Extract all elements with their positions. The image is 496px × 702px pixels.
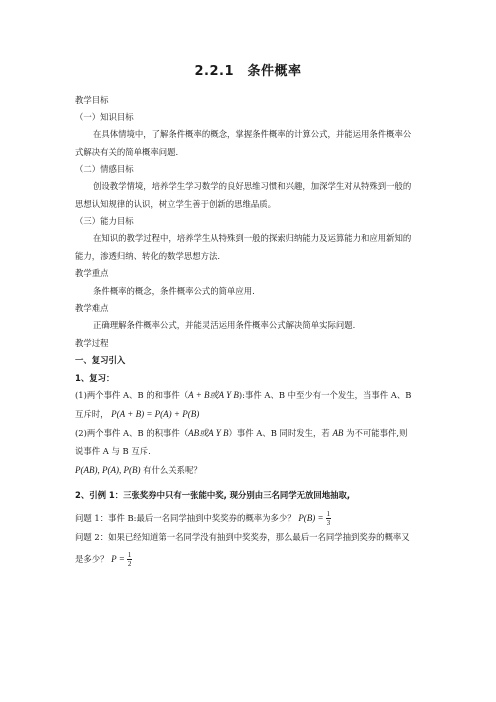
review-paragraph-2-cont: 说事件 A 与 B 互斥. xyxy=(75,446,151,456)
review-paragraph-1-cont xyxy=(75,409,199,420)
key-points-heading: 教学重点 xyxy=(75,268,109,278)
p3-text: 有什么关系呢？ xyxy=(143,465,202,475)
p1-text-c: 互斥时， xyxy=(75,409,109,419)
document-title: 2.2.1 条件概率 xyxy=(194,64,302,79)
key-points-text: 条件概率的概念，条件概率公式的简单应用. xyxy=(93,286,255,296)
goals-heading: 教学目标 xyxy=(75,95,109,105)
q2-denominator: 2 xyxy=(127,560,132,568)
process-heading: 教学过程 xyxy=(75,338,109,348)
q1-text: 问题 1：事件 B:最后一名同学抽到中奖奖券的概率为多少？ xyxy=(75,513,296,523)
p1-math-sum: A + B或A Y B xyxy=(188,390,239,400)
question-1 xyxy=(75,510,331,527)
review-paragraph-1 xyxy=(75,390,411,401)
example-heading: 2、引例 1：三张奖券中只有一张能中奖, 现分别由三名同学无放回地抽取, xyxy=(75,490,351,500)
goal1-text-line1: 在具体情境中，了解条件概率的概念，掌握条件概率的计算公式，并能运用条件概率公 xyxy=(93,129,412,139)
p2-text-a: (2)两个事件 A、B 的积事件（ xyxy=(75,428,189,438)
difficult-points-heading: 教学难点 xyxy=(75,303,109,313)
p1-text-a: (1)两个事件 A、B 的和事件（ xyxy=(75,390,189,400)
goal3-text-line2: 能力，渗透归纳、转化的数学思想方法. xyxy=(75,251,221,261)
difficult-points-text: 正确理解条件概率公式，并能灵活运用条件概率公式解决简单实际问题. xyxy=(93,320,356,330)
q1-numerator: 1 xyxy=(326,510,331,518)
question-2-line2 xyxy=(75,551,132,568)
p2-math-product: AB或A Y B xyxy=(188,428,229,438)
goal1-heading: （一）知识目标 xyxy=(75,112,134,122)
goal3-heading: （三）能力目标 xyxy=(75,216,134,226)
goal2-text-line2: 思想认知规律的认识，树立学生善于创新的思维品质。 xyxy=(75,199,276,209)
q1-denominator: 3 xyxy=(326,519,331,527)
q2-text: 是多少？ xyxy=(75,554,109,564)
p2-math-ab: AB xyxy=(332,428,344,438)
review-paragraph-2 xyxy=(75,428,407,439)
q1-math: P(B) = xyxy=(298,513,324,523)
q2-fraction xyxy=(127,551,133,568)
review-subheading: 1、复习： xyxy=(75,373,115,383)
goal2-text-line1: 创设教学情境，培养学生学习数学的良好思维习惯和兴趣，加深学生对从特殊到一般的 xyxy=(93,181,412,191)
question-2-line1: 问题 2：如果已经知道第一名同学没有抽到中奖奖券，那么最后一名同学抽到奖券的概率又 xyxy=(75,532,410,542)
q2-numerator: 1 xyxy=(127,551,132,559)
goal1-text-line2: 式解决有关的简单概率问题. xyxy=(75,147,179,157)
q1-fraction xyxy=(326,510,332,527)
p1-formula: P(A + B) = P(A) + P(B) xyxy=(111,409,200,419)
q2-math: P = xyxy=(111,554,125,564)
p3-math: P(AB), P(A), P(B) xyxy=(75,465,141,475)
goal2-heading: （二）情感目标 xyxy=(75,164,134,174)
review-heading: 一、复习引入 xyxy=(75,355,126,365)
p1-text-b: ):事件 A、B 中至少有一个发生，当事件 A、B xyxy=(238,390,412,400)
goal3-text-line1: 在知识的教学过程中，培养学生从特殊到一般的探索归纳能力及运算能力和应用新知的 xyxy=(93,233,412,243)
p2-text-c: 为不可能事件,则 xyxy=(346,428,408,438)
p2-text-b: ）事件 A、B 同时发生，若 xyxy=(228,428,330,438)
review-paragraph-3 xyxy=(75,465,202,476)
